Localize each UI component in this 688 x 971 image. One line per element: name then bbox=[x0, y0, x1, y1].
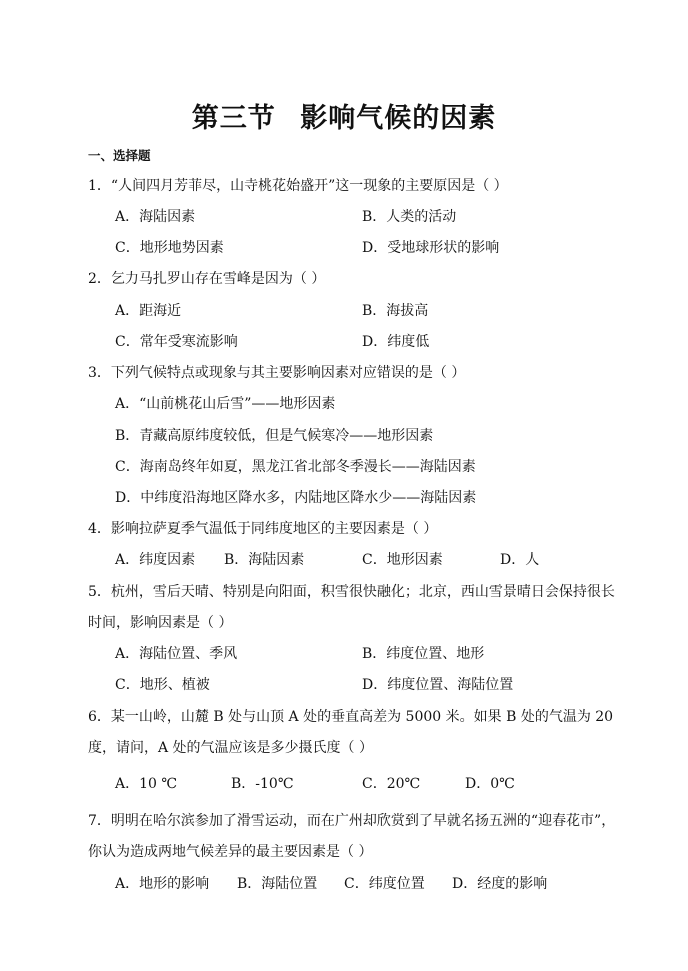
question-4-option-d: D．人 bbox=[500, 552, 540, 568]
question-5-option-c: C．地形、植被 bbox=[115, 677, 210, 693]
question-7-option-d: D．经度的影响 bbox=[452, 876, 548, 892]
question-1-option-a: A．海陆因素 bbox=[115, 209, 196, 225]
question-6-stem-line-1: 6．某一山岭，山麓 B 处与山顶 A 处的垂直高差为 5000 米。如果 B 处的气温为 20 bbox=[88, 709, 614, 725]
question-1-stem: 1．“人间四月芳菲尽，山寺桃花始盛开”这一现象的主要原因是（ ） bbox=[88, 178, 508, 194]
question-2-option-a: A．距海近 bbox=[115, 303, 182, 319]
question-6-option-d: D．0℃ bbox=[465, 776, 515, 792]
question-5-stem-line-1: 5．杭州，雪后天晴、特别是向阳面，积雪很快融化；北京，西山雪景晴日会保持很长 bbox=[88, 584, 615, 600]
page-title: 第三节 影响气候的因素 bbox=[191, 103, 497, 134]
question-6-stem-line-2: 度，请问，A 处的气温应该是多少摄氏度（ ） bbox=[88, 740, 374, 756]
question-4-option-b: B．海陆因素 bbox=[224, 552, 305, 568]
question-5-option-d: D．纬度位置、海陆位置 bbox=[362, 677, 514, 693]
question-4-option-c: C．地形因素 bbox=[362, 552, 443, 568]
question-3-stem: 3．下列气候特点或现象与其主要影响因素对应错误的是（ ） bbox=[88, 365, 466, 381]
question-4-option-a: A．纬度因素 bbox=[115, 552, 196, 568]
question-2-option-b: B．海拔高 bbox=[362, 303, 429, 319]
question-7-option-b: B．海陆位置 bbox=[237, 876, 318, 892]
question-1-option-b: B．人类的活动 bbox=[362, 209, 457, 225]
question-5-option-b: B．纬度位置、地形 bbox=[362, 646, 485, 662]
question-1-option-d: D．受地球形状的影响 bbox=[362, 240, 500, 256]
question-1-option-c: C．地形地势因素 bbox=[115, 240, 224, 256]
section-heading: 一、选择题 bbox=[88, 148, 151, 163]
question-3-option-a: A．“山前桃花山后雪”——地形因素 bbox=[115, 396, 336, 412]
question-6-option-a: A．10 ℃ bbox=[115, 776, 178, 792]
question-2-option-d: D．纬度低 bbox=[362, 334, 430, 350]
question-7-stem-line-1: 7．明明在哈尔滨参加了滑雪运动，而在广州却欣赏到了早就名扬五洲的“迎春花市”， bbox=[88, 813, 616, 829]
question-3-option-c: C．海南岛终年如夏，黑龙江省北部冬季漫长——海陆因素 bbox=[115, 459, 476, 475]
question-7-option-c: C．纬度位置 bbox=[344, 876, 425, 892]
question-2-stem: 2．乞力马扎罗山存在雪峰是因为（ ） bbox=[88, 271, 326, 287]
question-3-option-d: D．中纬度沿海地区降水多，内陆地区降水少——海陆因素 bbox=[115, 490, 477, 506]
question-5-option-a: A．海陆位置、季风 bbox=[115, 646, 238, 662]
question-4-stem: 4．影响拉萨夏季气温低于同纬度地区的主要因素是（ ） bbox=[88, 521, 438, 537]
question-6-option-c: C．20℃ bbox=[362, 776, 421, 792]
question-2-option-c: C．常年受寒流影响 bbox=[115, 334, 238, 350]
question-6-option-b: B．-10℃ bbox=[231, 776, 294, 792]
question-7-stem-line-2: 你认为造成两地气候差异的最主要因素是（ ） bbox=[88, 844, 373, 860]
question-7-option-a: A．地形的影响 bbox=[115, 876, 210, 892]
question-5-stem-line-2: 时间，影响因素是（ ） bbox=[88, 615, 233, 631]
question-3-option-b: B．青藏高原纬度较低，但是气候寒冷——地形因素 bbox=[115, 428, 434, 444]
